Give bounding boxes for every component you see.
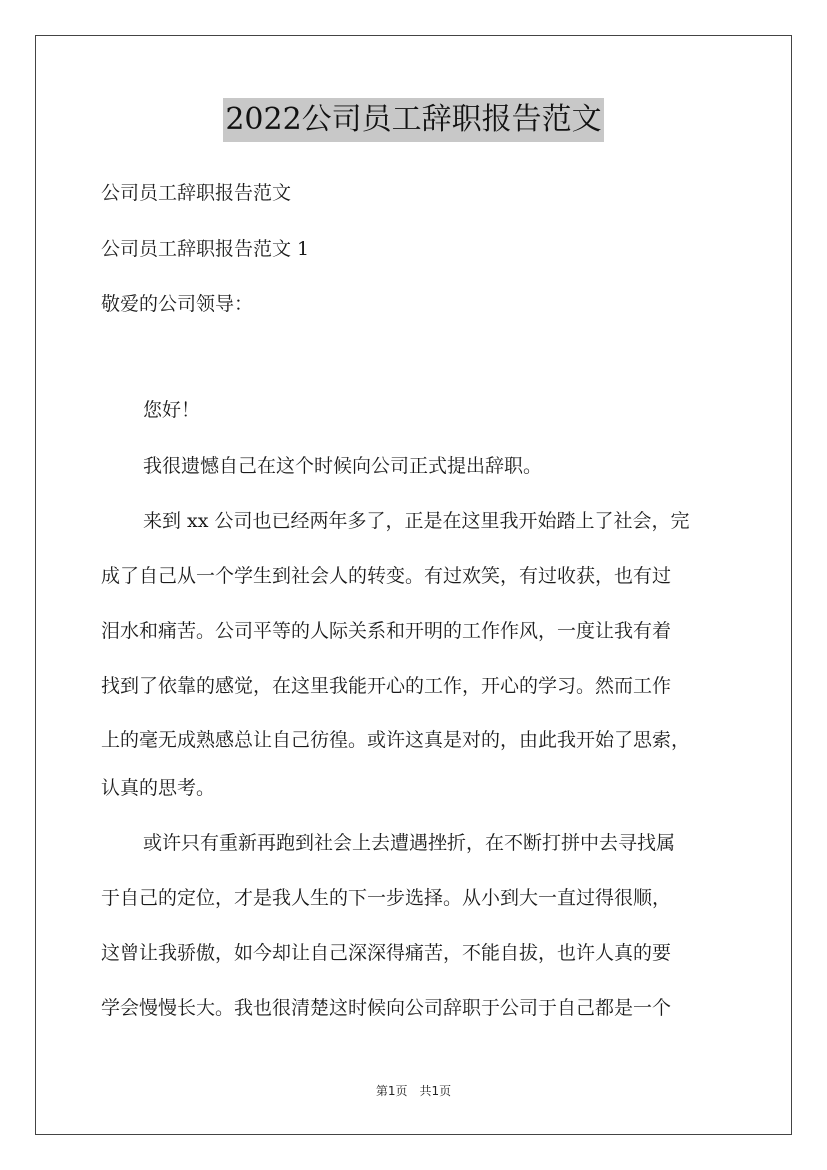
greeting: 您好！ [143,399,201,421]
paragraph-line: 学会慢慢长大。我也很清楚这时候向公司辞职于公司于自己都是一个 [101,997,672,1019]
paragraph-line: 这曾让我骄傲，如今却让自己深深得痛苦，不能自拔，也许人真的要 [101,942,672,964]
document-title: 2022公司员工辞职报告范文 [223,98,603,142]
section-heading: 公司员工辞职报告范文 1 [101,238,310,260]
subtitle-line: 公司员工辞职报告范文 [101,182,292,204]
paragraph-line: 找到了依靠的感觉，在这里我能开心的工作，开心的学习。然而工作 [101,675,672,697]
paragraph-line: 泪水和痛苦。公司平等的人际关系和开明的工作作风，一度让我有着 [101,620,672,642]
paragraph-line: 成了自己从一个学生到社会人的转变。有过欢笑，有过收获，也有过 [101,565,672,587]
paragraph-line: 于自己的定位，才是我人生的下一步选择。从小到大一直过得很顺， [101,887,672,909]
salutation: 敬爱的公司领导： [101,293,254,315]
page-number: 第1页 共1页 [375,1084,452,1098]
title-container [0,98,827,142]
paragraph-line: 我很遗憾自己在这个时候向公司正式提出辞职。 [143,455,543,477]
paragraph-line: 或许只有重新再跑到社会上去遭遇挫折，在不断打拼中去寻找属 [143,832,676,854]
paragraph-line: 来到 xx 公司也已经两年多了，正是在这里我开始踏上了社会，完 [143,510,690,532]
paragraph-line: 上的毫无成熟感总让自己彷徨。或许这真是对的，由此我开始了思索， [101,729,691,751]
paragraph-line: 认真的思考。 [101,777,216,799]
